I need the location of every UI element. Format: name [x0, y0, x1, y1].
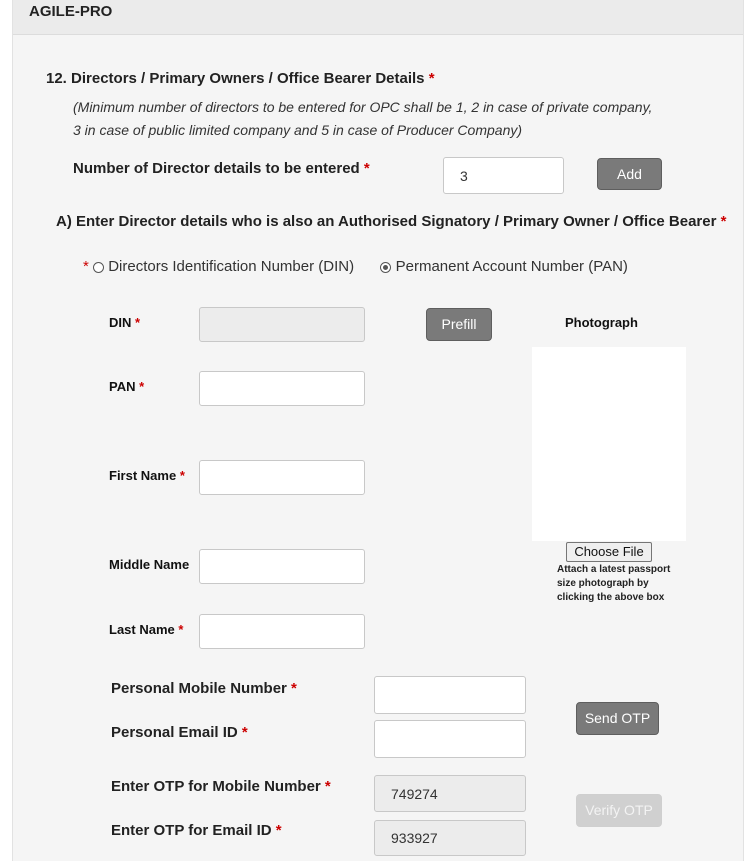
otp-email-label: Enter OTP for Email ID * [111, 822, 282, 839]
radio-pan-label[interactable]: Permanent Account Number (PAN) [395, 258, 628, 275]
first-name-input[interactable] [199, 460, 365, 495]
id-type-radio-group [83, 258, 628, 275]
required-marker: * [720, 213, 727, 230]
middle-name-label: Middle Name [109, 557, 190, 572]
radio-din[interactable] [93, 262, 104, 273]
director-count-input[interactable] [443, 157, 564, 194]
section-title: 12. Directors / Primary Owners / Office Bearer Details * [46, 70, 435, 87]
required-marker: * [178, 622, 184, 637]
verify-otp-button[interactable]: Verify OTP [576, 794, 662, 827]
subsection-title: A) Enter Director details who is also an Authorised Signatory / Primary Owner / Office Bearer * [56, 213, 727, 230]
required-marker: * [428, 70, 435, 87]
required-marker: * [324, 778, 331, 795]
required-marker: * [83, 258, 89, 275]
otp-email-input[interactable] [374, 820, 526, 856]
choose-file-button[interactable]: Choose File [566, 542, 652, 562]
send-otp-button[interactable]: Send OTP [576, 702, 659, 735]
last-name-input[interactable] [199, 614, 365, 649]
email-label: Personal Email ID * [111, 724, 248, 741]
section-note-line-2: 3 in case of public limited company and 5 in case of Producer Company) [73, 122, 523, 138]
din-label: DIN * [109, 315, 141, 330]
agile-pro-panel [12, 0, 744, 861]
pan-input[interactable] [199, 371, 365, 406]
required-marker: * [291, 680, 297, 697]
photograph-heading: Photograph [565, 315, 638, 330]
otp-mobile-input[interactable] [374, 775, 526, 812]
panel-title: AGILE-PRO [29, 3, 113, 20]
required-marker: * [135, 315, 141, 330]
required-marker: * [275, 822, 282, 839]
last-name-label: Last Name * [109, 622, 184, 637]
first-name-label: First Name * [109, 468, 185, 483]
photo-hint: Attach a latest passport size photograph by clicking the above box [557, 564, 671, 603]
required-marker: * [139, 379, 145, 394]
din-input[interactable] [199, 307, 365, 342]
middle-name-input[interactable] [199, 549, 365, 584]
otp-mobile-label: Enter OTP for Mobile Number * [111, 778, 331, 795]
radio-pan[interactable] [380, 262, 391, 273]
required-marker: * [241, 724, 248, 741]
radio-din-label[interactable]: Directors Identification Number (DIN) [108, 258, 355, 275]
panel-header [13, 0, 743, 35]
pan-label: PAN * [109, 379, 145, 394]
photo-upload-box[interactable] [532, 347, 686, 541]
email-input[interactable] [374, 720, 526, 758]
mobile-label: Personal Mobile Number * [111, 680, 297, 697]
add-button[interactable]: Add [597, 158, 662, 190]
section-note-line-1: (Minimum number of directors to be entered for OPC shall be 1, 2 in case of private company, [73, 99, 653, 115]
prefill-button[interactable]: Prefill [426, 308, 492, 341]
required-marker: * [179, 468, 185, 483]
required-marker: * [363, 160, 370, 177]
mobile-input[interactable] [374, 676, 526, 714]
director-count-label: Number of Director details to be entered * [73, 160, 370, 177]
